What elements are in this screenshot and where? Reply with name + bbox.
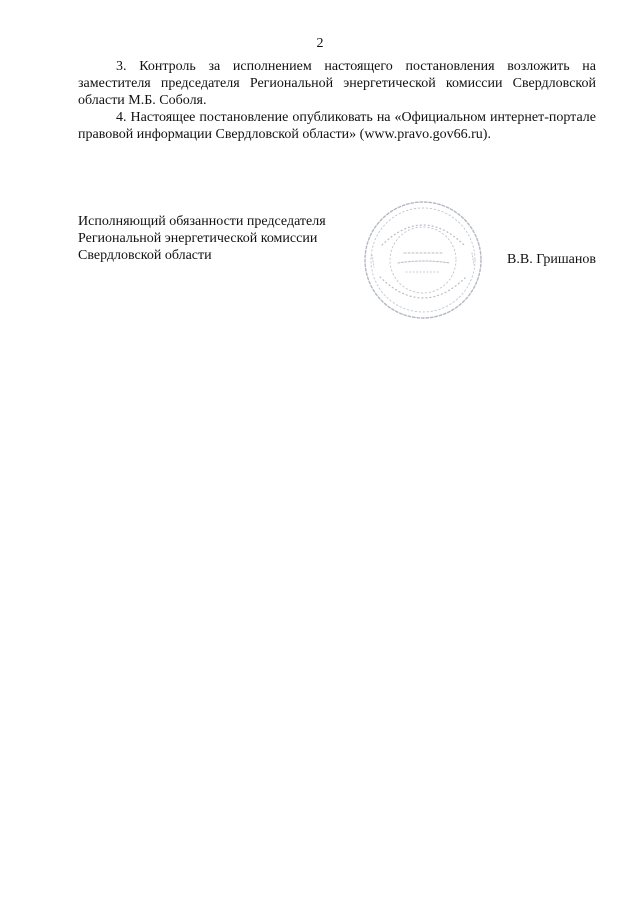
signer-name: В.В. Гришанов	[507, 252, 596, 267]
paragraph-publication: 4. Настоящее постановление опубликовать на «Официальном интернет-портале правовой информации Свердловской области» (www.pravo.gov66.ru).	[78, 110, 596, 142]
document-body	[78, 58, 596, 143]
paragraph-control: 3. Контроль за исполнением настоящего постановления возложить на заместителя председателя Региональной энергетической комиссии Свердловской области М.Б. Соболя.	[78, 59, 596, 108]
signer-title-line: Исполняющий обязанности председателя	[78, 214, 326, 229]
signer-title-line: Региональной энергетической комиссии	[78, 231, 318, 246]
page-number: 2	[316, 36, 324, 51]
signer-title-line: Свердловской области	[78, 248, 212, 263]
signer-title	[78, 213, 368, 264]
signature-block	[78, 213, 596, 323]
official-seal-stamp	[360, 197, 486, 323]
